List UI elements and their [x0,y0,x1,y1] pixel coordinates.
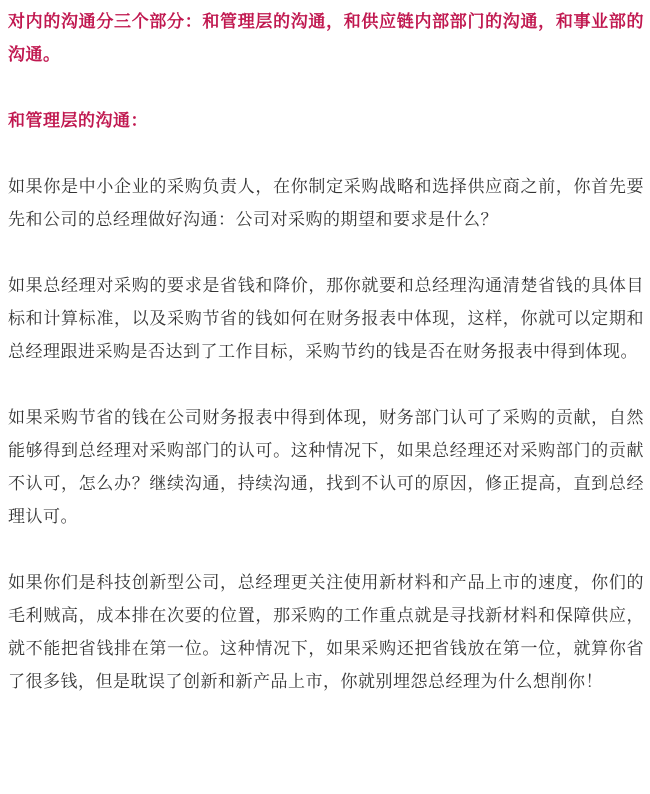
spacer [8,138,644,171]
paragraph-4: 如果你们是科技创新型公司，总经理更关注使用新材料和产品上市的速度，你们的毛利贼高，成本排在次要的位置，那采购的工作重点就是寻找新材料和保障供应，就不能把省钱排在第一位。这种情况下，如果采购还把省钱放在第一位，就算你省了很多钱，但是耽误了创新和新产品上市，你就别埋怨总经理为什么想削你！ [8,573,644,692]
article-body [8,6,644,699]
spacer [8,72,644,105]
spacer [8,534,644,567]
spacer [8,237,644,270]
intro-heading: 对内的沟通分三个部分：和管理层的沟通，和供应链内部部门的沟通，和事业部的沟通。 [8,12,644,65]
spacer [8,369,644,402]
paragraph-3: 如果采购节省的钱在公司财务报表中得到体现，财务部门认可了采购的贡献，自然能够得到总经理对采购部门的认可。这种情况下，如果总经理还对采购部门的贡献不认可，怎么办？继续沟通，持续沟通，找到不认可的原因，修正提高，直到总经理认可。 [8,408,644,527]
section-heading: 和管理层的沟通： [8,111,148,131]
paragraph-2: 如果总经理对采购的要求是省钱和降价，那你就要和总经理沟通清楚省钱的具体目标和计算标准，以及采购节省的钱如何在财务报表中体现，这样，你就可以定期和总经理跟进采购是否达到了工作目标，采购节约的钱是否在财务报表中得到体现。 [8,276,644,362]
paragraph-1: 如果你是中小企业的采购负责人，在你制定采购战略和选择供应商之前，你首先要先和公司的总经理做好沟通：公司对采购的期望和要求是什么？ [8,177,644,230]
